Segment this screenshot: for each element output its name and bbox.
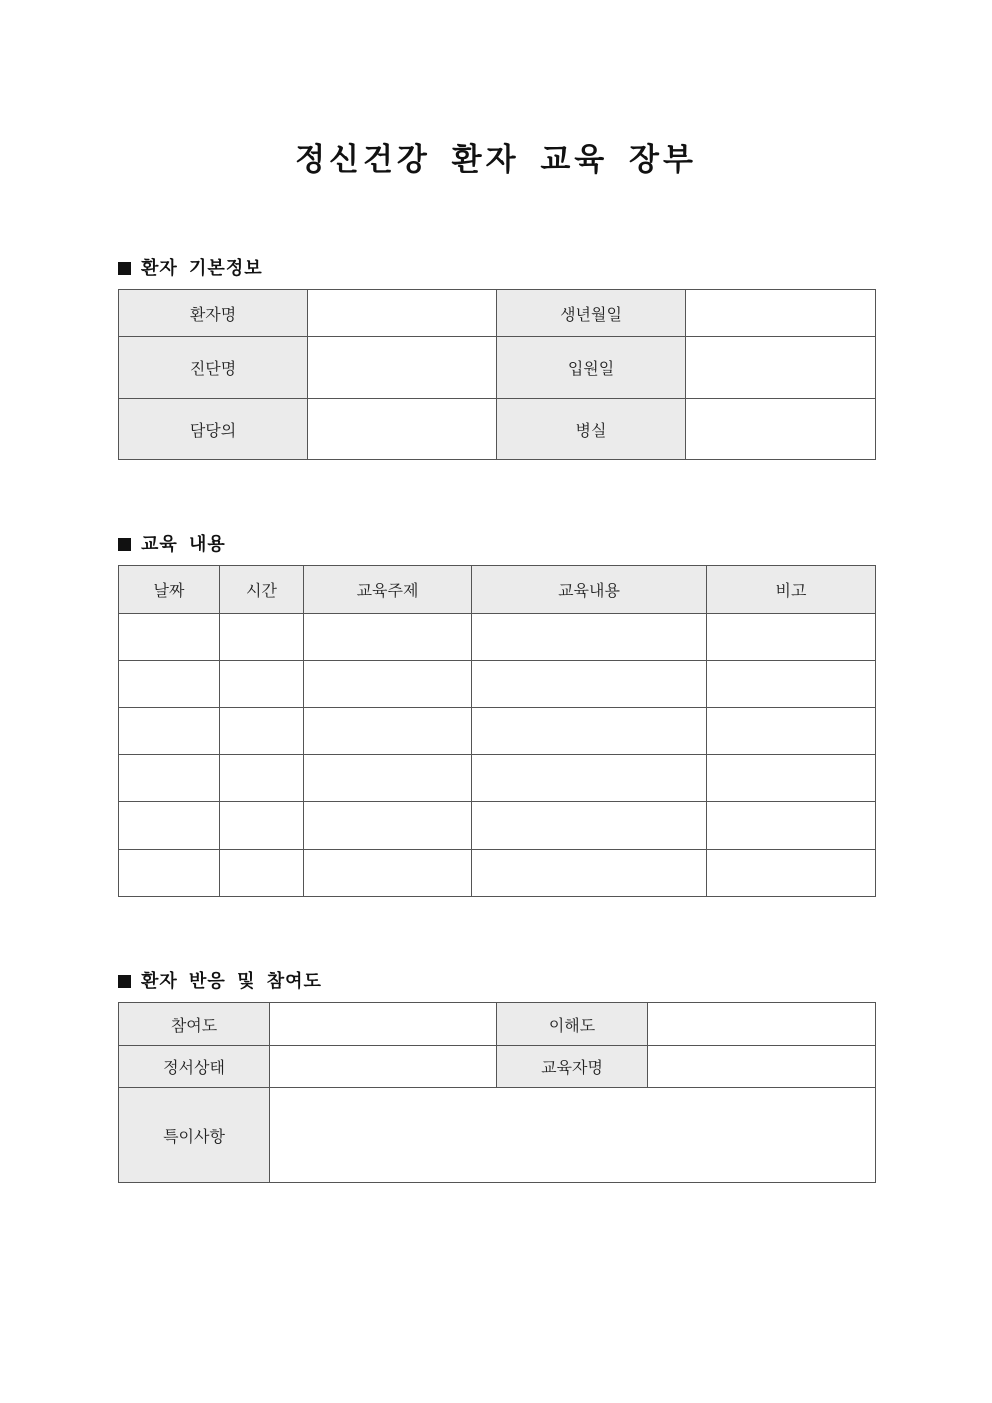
label-birth-date: 생년월일 [497, 290, 686, 337]
remarks-cell[interactable] [707, 708, 876, 755]
content-cell[interactable] [472, 614, 707, 661]
label-emotional-state: 정서상태 [119, 1046, 270, 1088]
square-bullet-icon [118, 975, 131, 988]
patient-name-field[interactable] [308, 290, 497, 337]
topic-cell[interactable] [304, 661, 472, 708]
section-heading-text: 교육 내용 [141, 534, 226, 555]
education-table [118, 565, 876, 897]
content-cell[interactable] [472, 661, 707, 708]
column-header-topic: 교육주제 [304, 566, 472, 614]
basic-info-table [118, 289, 876, 460]
column-header-content: 교육내용 [472, 566, 707, 614]
label-ward: 병실 [497, 399, 686, 460]
label-attending-doctor: 담당의 [119, 399, 308, 460]
attending-doctor-field[interactable] [308, 399, 497, 460]
emotional-state-field[interactable] [270, 1046, 497, 1088]
section-heading-basic-info [118, 254, 263, 280]
birth-date-field[interactable] [686, 290, 876, 337]
date-cell[interactable] [119, 614, 220, 661]
time-cell[interactable] [220, 708, 304, 755]
special-notes-field[interactable] [270, 1088, 876, 1183]
table-row [119, 614, 876, 661]
topic-cell[interactable] [304, 850, 472, 897]
time-cell[interactable] [220, 614, 304, 661]
table-row [119, 337, 876, 399]
time-cell[interactable] [220, 661, 304, 708]
remarks-cell[interactable] [707, 850, 876, 897]
date-cell[interactable] [119, 661, 220, 708]
content-cell[interactable] [472, 755, 707, 802]
diagnosis-field[interactable] [308, 337, 497, 399]
remarks-cell[interactable] [707, 755, 876, 802]
column-header-remarks: 비고 [707, 566, 876, 614]
participation-field[interactable] [270, 1003, 497, 1046]
topic-cell[interactable] [304, 614, 472, 661]
remarks-cell[interactable] [707, 661, 876, 708]
label-educator-name: 교육자명 [497, 1046, 648, 1088]
column-header-date: 날짜 [119, 566, 220, 614]
square-bullet-icon [118, 538, 131, 551]
remarks-cell[interactable] [707, 614, 876, 661]
label-special-notes: 특이사항 [119, 1088, 270, 1183]
table-row [119, 1046, 876, 1088]
section-heading-education [118, 530, 226, 556]
label-patient-name: 환자명 [119, 290, 308, 337]
table-row [119, 1003, 876, 1046]
time-cell[interactable] [220, 755, 304, 802]
table-row [119, 708, 876, 755]
time-cell[interactable] [220, 850, 304, 897]
table-row [119, 290, 876, 337]
content-cell[interactable] [472, 802, 707, 850]
section-heading-text: 환자 기본정보 [141, 258, 263, 279]
square-bullet-icon [118, 262, 131, 275]
topic-cell[interactable] [304, 802, 472, 850]
date-cell[interactable] [119, 755, 220, 802]
table-row [119, 850, 876, 897]
label-participation: 참여도 [119, 1003, 270, 1046]
understanding-field[interactable] [648, 1003, 876, 1046]
table-row [119, 755, 876, 802]
label-admission-date: 입원일 [497, 337, 686, 399]
educator-name-field[interactable] [648, 1046, 876, 1088]
section-heading-response [118, 967, 322, 993]
time-cell[interactable] [220, 802, 304, 850]
date-cell[interactable] [119, 708, 220, 755]
label-diagnosis: 진단명 [119, 337, 308, 399]
content-cell[interactable] [472, 708, 707, 755]
table-row [119, 661, 876, 708]
table-row [119, 1088, 876, 1183]
table-row [119, 802, 876, 850]
ward-field[interactable] [686, 399, 876, 460]
section-heading-text: 환자 반응 및 참여도 [141, 971, 322, 992]
topic-cell[interactable] [304, 708, 472, 755]
remarks-cell[interactable] [707, 802, 876, 850]
table-header-row [119, 566, 876, 614]
table-row [119, 399, 876, 460]
response-table [118, 1002, 876, 1183]
label-understanding: 이해도 [497, 1003, 648, 1046]
date-cell[interactable] [119, 802, 220, 850]
admission-date-field[interactable] [686, 337, 876, 399]
column-header-time: 시간 [220, 566, 304, 614]
date-cell[interactable] [119, 850, 220, 897]
page-title: 정신건강 환자 교육 장부 [295, 142, 697, 178]
topic-cell[interactable] [304, 755, 472, 802]
content-cell[interactable] [472, 850, 707, 897]
